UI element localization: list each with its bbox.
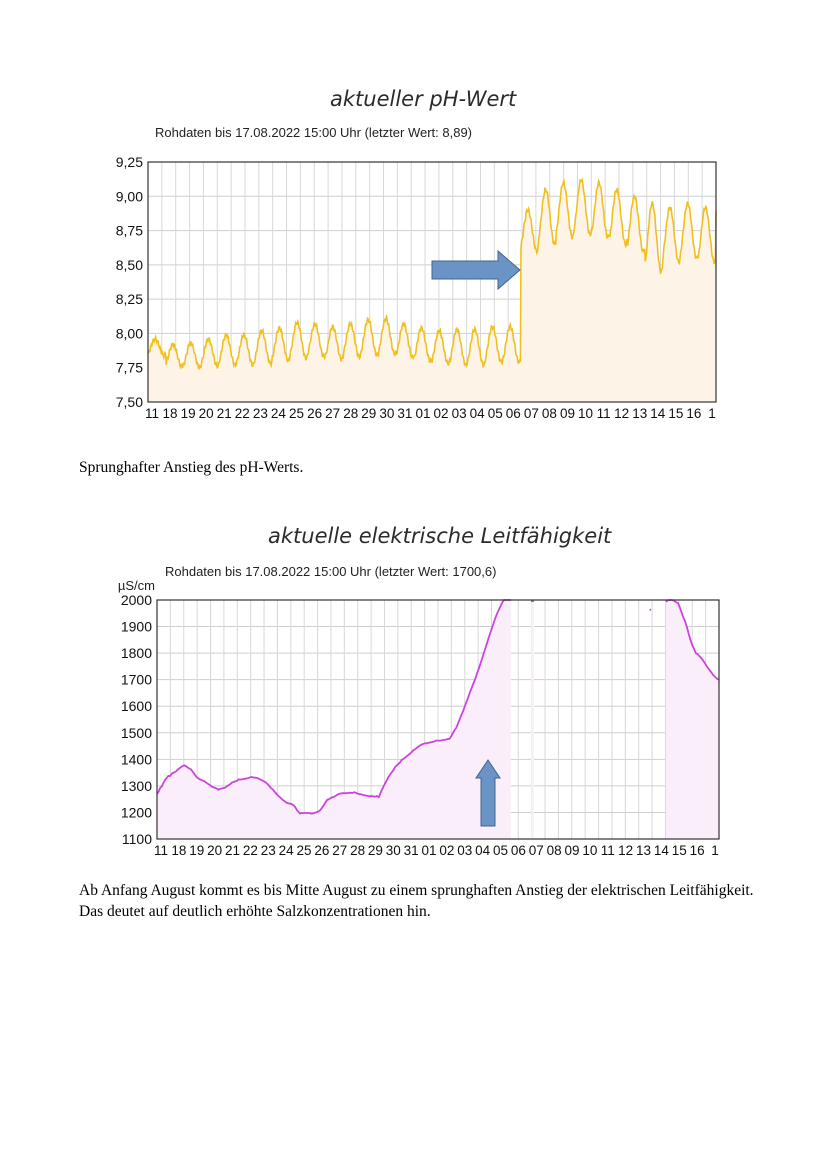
y-tick-label: 1200 bbox=[120, 804, 152, 821]
y-axis-unit-label: µS/cm bbox=[117, 578, 155, 593]
x-tick-label: 1 bbox=[708, 406, 716, 421]
y-tick-label: 7,50 bbox=[115, 394, 143, 410]
x-tick-label: 19 bbox=[189, 843, 205, 858]
y-tick-label: 1400 bbox=[120, 751, 152, 768]
x-tick-label: 04 bbox=[469, 406, 485, 421]
x-tick-label: 31 bbox=[403, 843, 419, 858]
x-tick-label: 13 bbox=[632, 406, 648, 421]
x-tick-label: 21 bbox=[216, 406, 232, 421]
x-tick-label: 05 bbox=[493, 843, 509, 858]
x-tick-label: 21 bbox=[224, 843, 240, 858]
x-tick-label: 12 bbox=[614, 406, 630, 421]
x-tick-label: 15 bbox=[671, 843, 687, 858]
x-tick-label: 13 bbox=[636, 843, 652, 858]
lf-series-line bbox=[531, 601, 534, 602]
ph-caption: Sprunghafter Anstieg des pH-Werts. bbox=[79, 459, 304, 476]
x-tick-label: 07 bbox=[528, 843, 544, 858]
y-tick-label: 9,00 bbox=[115, 188, 143, 205]
x-tick-label: 28 bbox=[350, 843, 366, 858]
x-tick-label: 22 bbox=[242, 843, 258, 858]
y-tick-label: 1300 bbox=[120, 777, 152, 794]
chart-subtitle: Rohdaten bis 17.08.2022 15:00 Uhr (letzter Wert: 8,89) bbox=[155, 125, 473, 140]
x-tick-label: 03 bbox=[457, 843, 473, 858]
x-tick-label: 23 bbox=[252, 406, 268, 421]
x-tick-label: 27 bbox=[325, 406, 341, 421]
x-tick-label: 20 bbox=[198, 406, 214, 421]
x-tick-label: 25 bbox=[296, 843, 312, 858]
x-tick-label: 01 bbox=[415, 406, 431, 421]
x-tick-label: 29 bbox=[367, 843, 383, 858]
x-tick-label: 09 bbox=[564, 843, 580, 858]
x-tick-label: 09 bbox=[559, 406, 575, 421]
x-tick-label: 30 bbox=[379, 406, 395, 421]
chart-subtitle: Rohdaten bis 17.08.2022 15:00 Uhr (letzter Wert: 1700,6) bbox=[165, 564, 497, 579]
x-tick-label: 23 bbox=[260, 843, 276, 858]
x-tick-label: 14 bbox=[653, 843, 669, 858]
x-tick-label: 31 bbox=[397, 406, 413, 421]
x-tick-label: 1 bbox=[711, 843, 719, 858]
y-tick-label: 8,75 bbox=[115, 222, 143, 239]
x-tick-label: 16 bbox=[689, 843, 705, 858]
y-tick-label: 1500 bbox=[120, 724, 152, 741]
x-tick-label: 01 bbox=[421, 843, 437, 858]
x-tick-label: 25 bbox=[289, 406, 305, 421]
lf-caption: Ab Anfang August kommt es bis Mitte August zu einem sprunghaften Anstieg der elektrischen Leitfähigkeit. Das deutet auf deutlich erhöhte Salzkonzentrationen hin. bbox=[79, 882, 754, 920]
y-tick-label: 2000 bbox=[120, 592, 152, 608]
x-tick-label: 11 bbox=[596, 406, 611, 421]
x-tick-label: 26 bbox=[307, 406, 323, 421]
y-tick-label: 7,75 bbox=[115, 359, 143, 376]
lf-area-fill bbox=[531, 601, 534, 839]
x-tick-label: 28 bbox=[343, 406, 359, 421]
x-tick-label: 08 bbox=[546, 843, 562, 858]
y-tick-label: 1900 bbox=[120, 618, 152, 635]
x-tick-label: 04 bbox=[475, 843, 491, 858]
x-tick-label: 06 bbox=[510, 843, 526, 858]
x-tick-label: 10 bbox=[582, 843, 598, 858]
x-tick-label: 12 bbox=[618, 843, 634, 858]
x-tick-label: 07 bbox=[523, 406, 539, 421]
x-tick-label: 03 bbox=[451, 406, 467, 421]
y-tick-label: 1800 bbox=[120, 645, 152, 662]
x-tick-label: 06 bbox=[505, 406, 521, 421]
x-tick-label: 22 bbox=[234, 406, 250, 421]
x-tick-label: 19 bbox=[180, 406, 196, 421]
x-tick-label: 11 bbox=[153, 843, 169, 858]
x-tick-label: 20 bbox=[207, 843, 223, 858]
x-tick-label: 14 bbox=[650, 406, 666, 421]
x-tick-label: 26 bbox=[314, 843, 330, 858]
x-tick-label: 05 bbox=[487, 406, 503, 421]
ph-chart-title: aktueller pH-Wert bbox=[330, 87, 517, 111]
x-tick-label: 11 bbox=[144, 406, 160, 421]
x-tick-label: 24 bbox=[270, 406, 286, 421]
y-tick-label: 1700 bbox=[120, 671, 152, 688]
y-tick-label: 8,00 bbox=[115, 325, 143, 342]
lf-series-line bbox=[650, 609, 651, 610]
x-tick-label: 08 bbox=[541, 406, 557, 421]
x-tick-label: 15 bbox=[668, 406, 684, 421]
x-tick-label: 16 bbox=[686, 406, 702, 421]
x-tick-label: 02 bbox=[439, 843, 455, 858]
x-tick-label: 30 bbox=[385, 843, 401, 858]
lf-chart-title: aktuelle elektrische Leitfähigkeit bbox=[268, 524, 612, 548]
y-tick-label: 1600 bbox=[120, 698, 152, 715]
y-tick-label: 9,25 bbox=[115, 154, 143, 170]
x-tick-label: 11 bbox=[600, 843, 615, 858]
x-tick-label: 29 bbox=[361, 406, 377, 421]
x-tick-label: 27 bbox=[332, 843, 348, 858]
x-tick-label: 18 bbox=[171, 843, 187, 858]
x-tick-label: 24 bbox=[278, 843, 294, 858]
x-tick-label: 02 bbox=[433, 406, 449, 421]
x-tick-label: 18 bbox=[162, 406, 178, 421]
x-tick-label: 10 bbox=[578, 406, 594, 421]
y-tick-label: 8,25 bbox=[115, 291, 143, 308]
y-tick-label: 1100 bbox=[121, 831, 152, 847]
y-tick-label: 8,50 bbox=[115, 256, 143, 273]
